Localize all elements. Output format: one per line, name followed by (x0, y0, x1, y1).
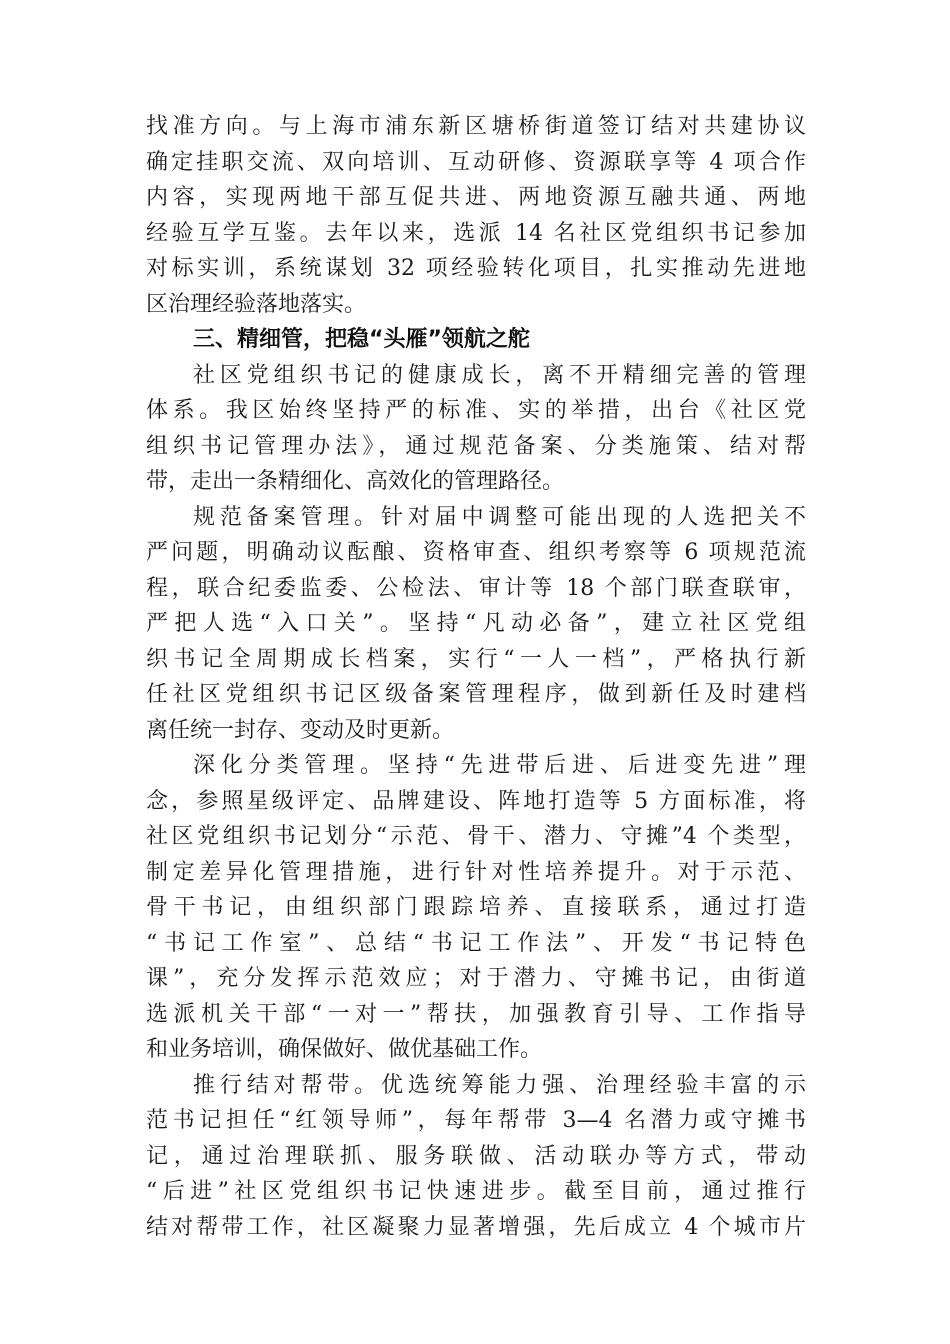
document-body (146, 109, 806, 1245)
text-line: 带，走出一条精细化、高效化的管理路径。 (146, 469, 565, 494)
text-line: “后进”社区党组织书记快速进步。截至目前，通过推行 (146, 1179, 806, 1204)
paragraph-first-line: 推行结对帮带。优选统筹能力强、治理经验丰富的示 (193, 1072, 806, 1098)
section-heading: 三、精细管，把稳“头雁”领航之舵 (193, 327, 530, 352)
text-line: 和业务培训，确保做好、做优基础工作。 (146, 1037, 543, 1062)
text-line: 离任统一封存、变动及时更新。 (146, 717, 455, 743)
text-line: 严问题，明确动议酝酿、资格审查、组织考察等 6 项规范流 (146, 540, 806, 565)
text-line: 找准方向。与上海市浦东新区塘桥街道签订结对共建协议 (146, 114, 806, 139)
text-line: “书记工作室”、总结“书记工作法”、开发“书记特色 (146, 930, 806, 956)
text-line: 组织书记管理办法》，通过规范备案、分类施策、结对帮 (146, 433, 806, 459)
text-line: 程，联合纪委监委、公检法、审计等 18 个部门联查联审， (146, 575, 806, 601)
text-line: 区治理经验落地落实。 (146, 291, 367, 317)
text-line: 任社区党组织书记区级备案管理程序，做到新任及时建档 (146, 682, 806, 707)
text-line: 课”，充分发挥示范效应；对于潜力、守摊书记，由街道 (146, 966, 806, 991)
text-line: 范书记担任“红领导师”，每年帮带 3—4 名潜力或守摊书 (146, 1108, 806, 1133)
paragraph-first-line: 规范备案管理。针对届中调整可能出现的人选把关不 (193, 504, 806, 530)
text-line: 内容，实现两地干部互促共进、两地资源互融共通、两地 (146, 185, 806, 210)
text-line: 经验互学互鉴。去年以来，选派 14 名社区党组织书记参加 (146, 220, 806, 246)
text-line: 织书记全周期成长档案，实行“一人一档”，严格执行新 (146, 646, 806, 672)
text-line: 严把人选“入口关”。坚持“凡动必备”，建立社区党组 (146, 611, 806, 636)
text-line: 记，通过治理联抓、服务联做、活动联办等方式，带动 (146, 1143, 806, 1169)
text-line: 骨干书记，由组织部门跟踪培养、直接联系，通过打造 (146, 895, 806, 920)
paragraph-first-line: 社区党组织书记的健康成长，离不开精细完善的管理 (193, 362, 806, 388)
text-line: 体系。我区始终坚持严的标准、实的举措，出台《社区党 (146, 398, 806, 423)
text-line: 确定挂职交流、双向培训、互动研修、资源联享等 4 项合作 (146, 149, 806, 175)
paragraph-first-line: 深化分类管理。坚持“先进带后进、后进变先进”理 (193, 753, 806, 778)
text-line: 制定差异化管理措施，进行针对性培养提升。对于示范、 (146, 859, 806, 885)
text-line: 对标实训，系统谋划 32 项经验转化项目，扎实推动先进地 (146, 256, 806, 281)
text-line: 念，参照星级评定、品牌建设、阵地打造等 5 方面标准，将 (146, 788, 806, 814)
text-line: 结对帮带工作，社区凝聚力显著增强，先后成立 4 个城市片 (146, 1214, 806, 1240)
text-line: 选派机关干部“一对一”帮扶，加强教育引导、工作指导 (146, 1001, 806, 1027)
text-line: 社区党组织书记划分“示范、骨干、潜力、守摊”4 个类型， (146, 824, 806, 849)
